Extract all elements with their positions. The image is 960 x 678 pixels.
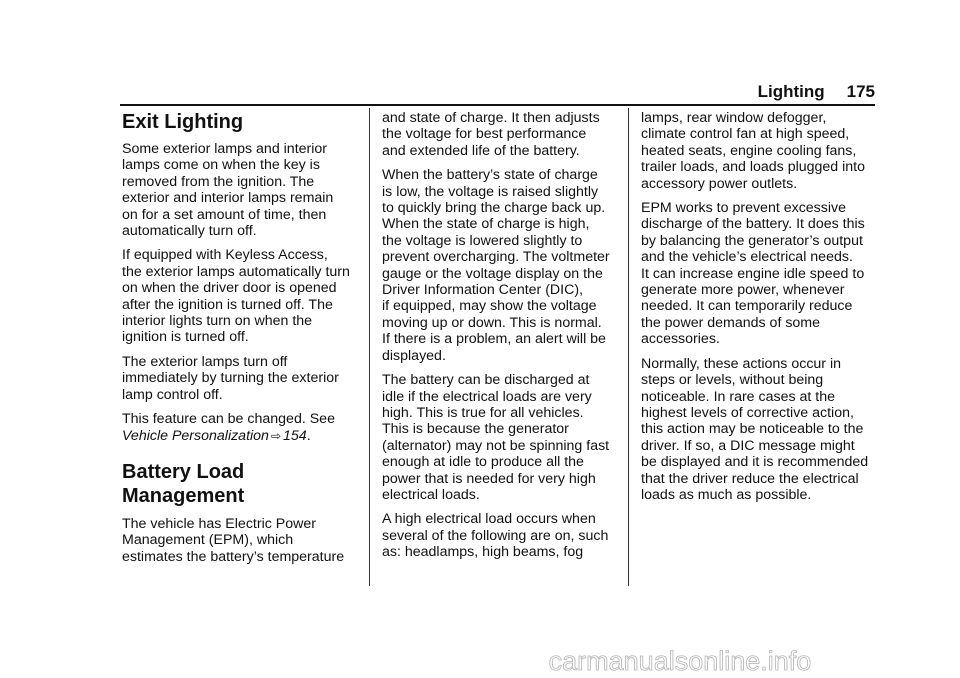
page-arrow-icon: ⇨ (270, 428, 282, 443)
paragraph (641, 200, 884, 348)
text-line: lamps come on when the key is (122, 157, 320, 174)
text-line: after the ignition is turned off. The (122, 296, 333, 313)
text-line: The exterior lamps turn off (122, 353, 288, 370)
text-line: on for a set amount of time, then (122, 206, 327, 223)
paragraph (122, 354, 365, 403)
paragraph (122, 411, 365, 444)
text-line: if equipped, may show the voltage (382, 298, 597, 315)
text-line: lamp control off. (122, 386, 223, 403)
text-line: steps or levels, without being (641, 372, 824, 389)
text-line: automatically turn off. (122, 223, 257, 240)
text-line: by balancing the generator’s output (641, 232, 863, 249)
text-line: and extended life of the battery. (382, 142, 580, 159)
text-line: to quickly bring the charge back up. (382, 200, 606, 217)
text-line: Normally, these actions occur in (641, 355, 842, 372)
text-line: moving up or down. This is normal. (382, 314, 602, 331)
text-line: Some exterior lamps and interior (122, 141, 328, 157)
text-line: be displayed and it is recommended (641, 454, 869, 471)
text-line: highest levels of corrective action, (641, 404, 854, 421)
text-line: When the state of charge is high, (382, 216, 590, 233)
text-line: accessory power outlets. (641, 175, 798, 192)
text-line: and the vehicle’s electrical needs. (641, 249, 853, 266)
text-line: prevent overcharging. The voltmeter (382, 249, 610, 266)
text-line: exterior and interior lamps remain (122, 190, 334, 207)
cross-reference-page[interactable]: 154 (283, 427, 307, 444)
text-line: this action may be noticeable to the (641, 421, 864, 438)
watermark-text: carmanualsonline.info (548, 646, 812, 676)
text-line: the exterior lamps automatically turn (122, 263, 350, 280)
text-line: ignition is turned off. (122, 329, 249, 346)
text-line: discharge of the battery. It does this (641, 216, 865, 233)
text-line: Management (EPM), which (122, 532, 294, 549)
heading-line: Battery Load (122, 460, 245, 483)
text-line: interior lights turn on when the (122, 313, 313, 330)
text-line: If equipped with Keyless Access, (122, 247, 328, 264)
text-line: electrical loads. (382, 486, 480, 503)
paragraph (641, 356, 884, 504)
column-1 (122, 108, 365, 573)
paragraph (382, 372, 625, 503)
text-line: estimates the battery’s temperature (122, 548, 345, 565)
text-line: several of the following are on, such (382, 527, 609, 544)
heading-exit-lighting: Exit Lighting (122, 111, 244, 133)
text-line: If there is a problem, an alert will be (382, 331, 606, 348)
text-line: This is because the generator (382, 421, 569, 438)
text-line: It can increase engine idle speed to (641, 265, 865, 282)
text-line: that the driver reduce the electrical (641, 470, 859, 487)
text-line: driver. If so, a DIC message might (641, 437, 855, 454)
text-line: idle if the electrical loads are very (382, 388, 592, 405)
header-rule (120, 104, 875, 106)
text-line: the power demands of some (641, 314, 821, 331)
cross-reference-link[interactable]: Vehicle Personalization (122, 427, 269, 444)
paragraph (641, 110, 884, 192)
page-number: 175 (846, 82, 875, 101)
cross-reference-line (122, 428, 365, 444)
paragraph (122, 141, 365, 239)
text-line: and state of charge. It then adjusts (382, 110, 600, 126)
text-line: high. This is true for all vehicles. (382, 404, 584, 421)
text-line: removed from the ignition. The (122, 173, 315, 190)
text-line: enough at idle to produce all the (382, 454, 584, 471)
text-line: on when the driver door is opened (122, 280, 337, 297)
text-line: needed. It can temporarily reduce (641, 298, 853, 315)
heading-battery-load-management (122, 460, 365, 508)
page-header (120, 82, 875, 104)
column-3 (641, 110, 884, 511)
paragraph (382, 167, 625, 364)
text-line: climate control fan at high speed, (641, 126, 850, 143)
text-line: power that is needed for very high (382, 470, 596, 487)
paragraph (382, 110, 625, 159)
text-line: Driver Information Center (DIC), (382, 282, 584, 299)
text-line: The battery can be discharged at (382, 372, 590, 389)
text-line: EPM works to prevent excessive (641, 200, 847, 217)
text-line: immediately by turning the exterior (122, 370, 339, 387)
text-line: noticeable. In rare cases at the (641, 388, 836, 405)
text-line: gauge or the voltage display on the (382, 265, 603, 282)
text-line: The vehicle has Electric Power (122, 515, 316, 532)
paragraph (382, 511, 625, 560)
text-line: displayed. (382, 347, 446, 364)
text-line: heated seats, engine cooling fans, (641, 142, 857, 159)
text-line: (alternator) may not be spinning fast (382, 437, 610, 454)
sentence-end: . (306, 427, 311, 444)
text-line: the voltage for best performance (382, 126, 587, 143)
paragraph (122, 247, 365, 345)
text-line: generate more power, whenever (641, 282, 845, 299)
column-divider (369, 108, 370, 586)
text-line: lamps, rear window defogger, (641, 110, 827, 126)
text-line: trailer loads, and loads plugged into (641, 159, 866, 176)
text-line: loads as much as possible. (641, 486, 812, 503)
text-line: When the battery’s state of charge (382, 167, 598, 184)
text-line: the voltage is lowered slightly to (382, 232, 583, 249)
column-divider (628, 108, 629, 586)
text-line: is low, the voltage is raised slightly (382, 183, 599, 200)
text-line: A high electrical load occurs when (382, 511, 596, 528)
paragraph (122, 516, 365, 565)
text-line: This feature can be changed. See (122, 411, 335, 428)
section-title: Lighting (757, 82, 825, 101)
text-line: accessories. (641, 331, 720, 348)
heading-line: Management (122, 484, 245, 507)
column-2 (382, 110, 625, 569)
text-line: as: headlamps, high beams, fog (382, 544, 584, 561)
